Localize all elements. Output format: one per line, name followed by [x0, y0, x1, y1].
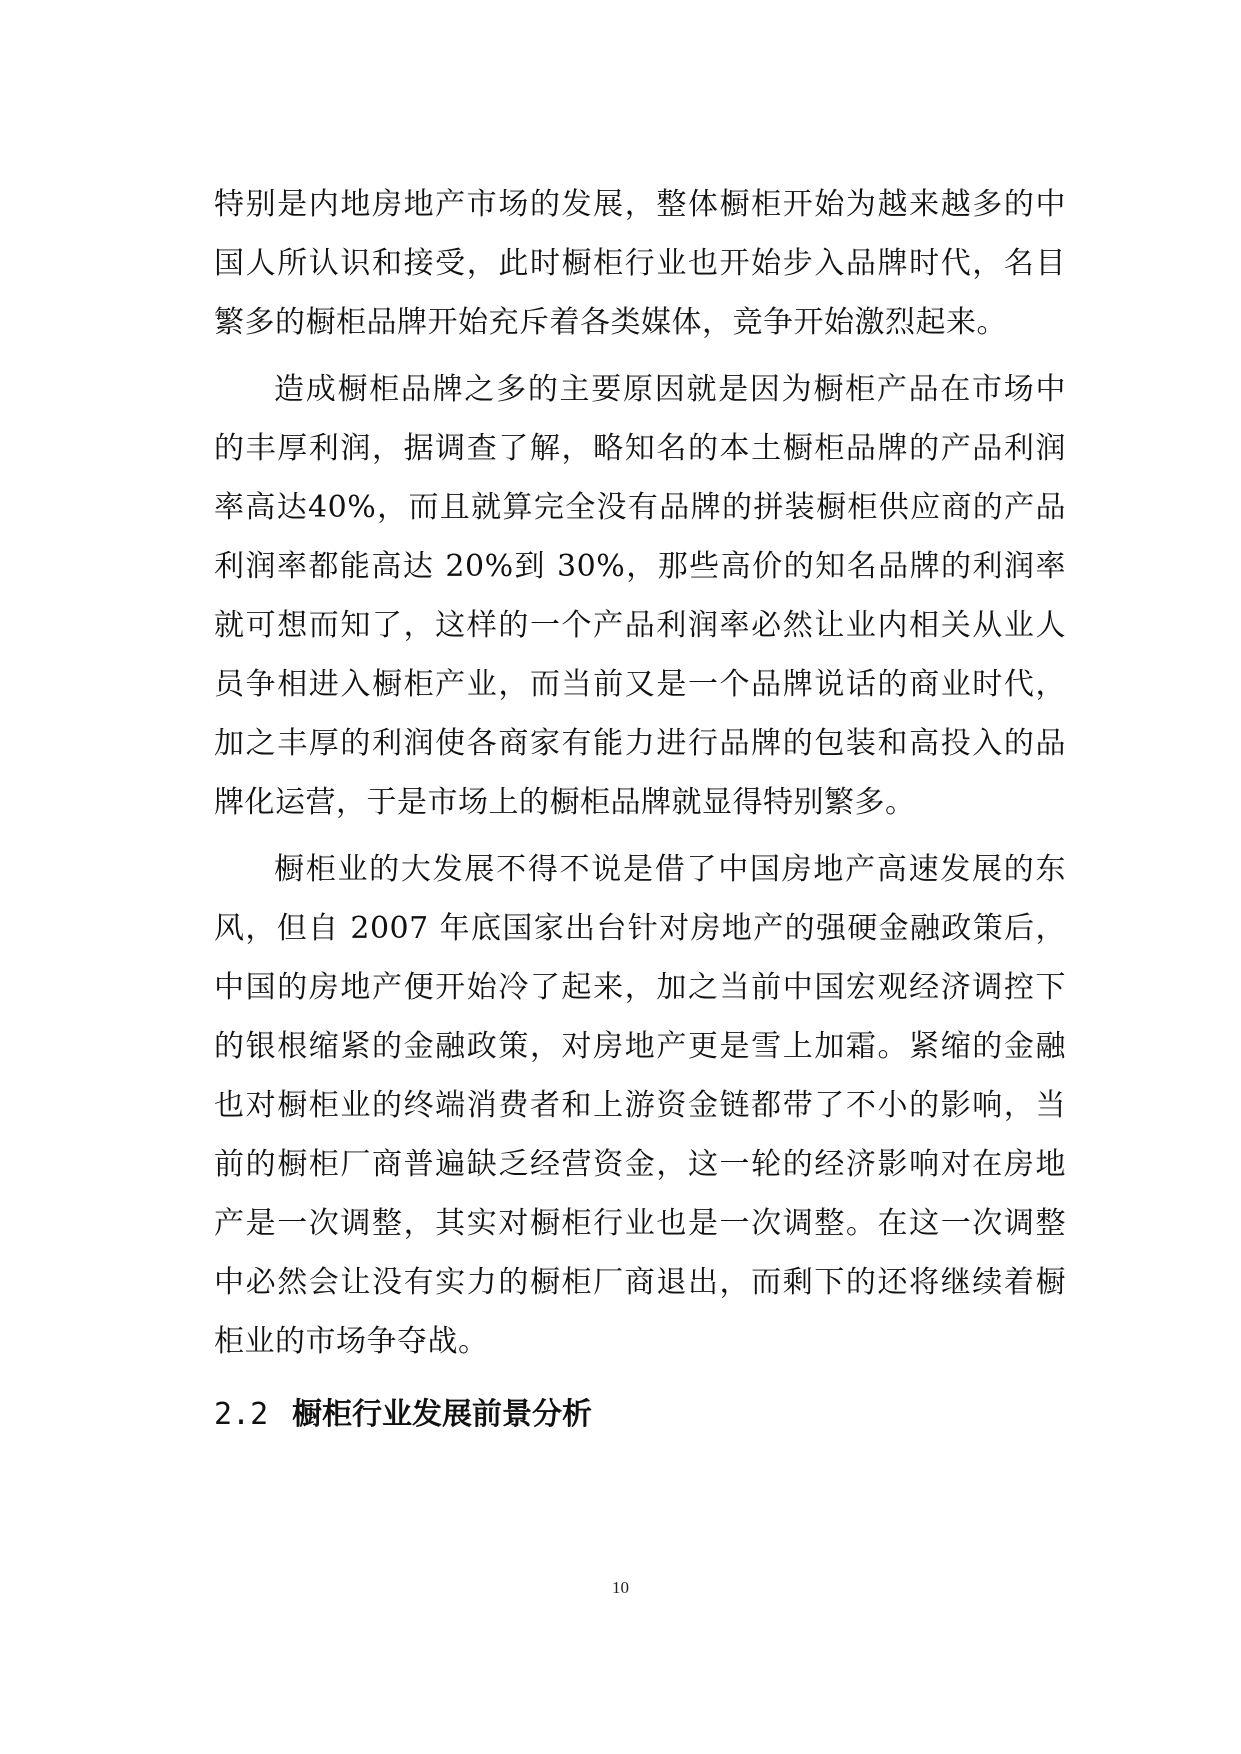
- section-title: 橱柜行业发展前景分析: [292, 1397, 592, 1432]
- paragraph-continuation: 特别是内地房地产市场的发展，整体橱柜开始为越来越多的中国人所认识和接受，此时橱柜行业也开始步入品牌时代，名目繁多的橱柜品牌开始充斥着各类媒体，竞争开始激烈起来。: [214, 187, 1066, 340]
- paragraph-profit-analysis: 造成橱柜品牌之多的主要原因就是因为橱柜产品在市场中的丰厚利润，据调查了解，略知名的本土橱柜品牌的产品利润率高达40%，而且就算完全没有品牌的拼装橱柜供应商的产品利润率都能高达 20%到 30%，那些高价的知名品牌的利润率就可想而知了，这样的一个产品利润率必然让业内相关从业人员争相进入橱柜产业，而当前又是一个品牌说话的商业时代，加之丰厚的利润使各商家有能力进行品牌的包装和高投入的品牌化运营，于是市场上的橱柜品牌就显得特别繁多。: [214, 372, 1066, 820]
- section-number: 2.2: [214, 1397, 269, 1432]
- section-heading: [214, 1385, 1066, 1444]
- paragraph-market-adjustment: 橱柜业的大发展不得不说是借了中国房地产高速发展的东风，但自 2007 年底国家出台针对房地产的强硬金融政策后，中国的房地产便开始冷了起来，加之当前中国宏观经济调控下的银根缩紧的金融政策，对房地产更是雪上加霜。紧缩的金融也对橱柜业的终端消费者和上游资金链都带了不小的影响，当前的橱柜厂商普遍缺乏经营资金，这一轮的经济影响对在房地产是一次调整，其实对橱柜行业也是一次调整。在这一次调整中必然会让没有实力的橱柜厂商退出，而剩下的还将继续着橱柜业的市场争夺战。: [214, 852, 1066, 1359]
- document-body: [214, 175, 1066, 1444]
- page-number: 10: [612, 1578, 629, 1597]
